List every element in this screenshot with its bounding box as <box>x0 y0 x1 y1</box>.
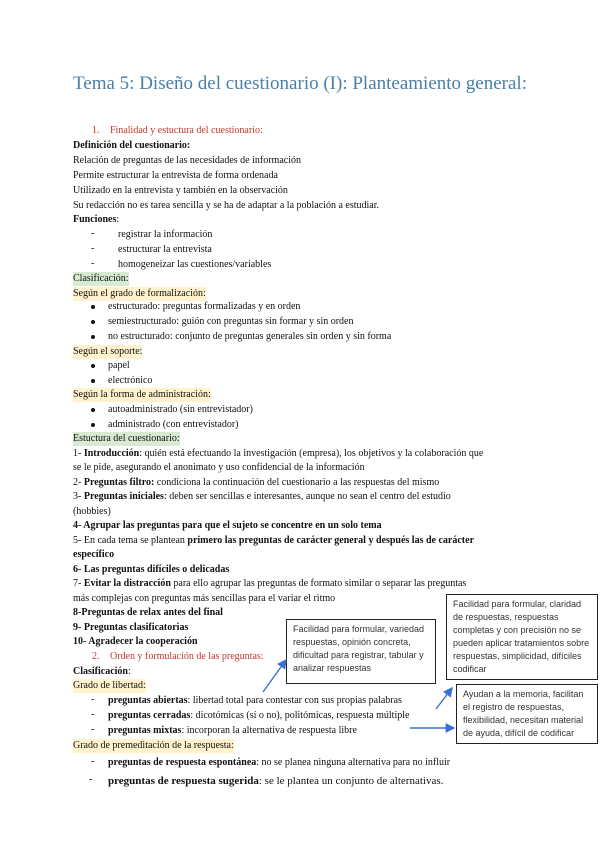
definition-line: Su redacción no es tarea sencilla y se ha de adaptar a la población a estudiar. <box>73 200 379 211</box>
item-text: : no se planea ninguna alternativa para no influir <box>256 757 451 768</box>
soporte-item: papel <box>108 360 130 371</box>
dash-bullet: - <box>91 694 95 705</box>
note-open-questions: Facilidad para formular, variedad respuestas, opinión concreta, dificultad para registrar, tabular y analizar respuestas <box>286 619 436 684</box>
page-title: Tema 5: Diseño del cuestionario (I): Planteamiento general: <box>73 73 527 94</box>
formalizacion-item: estructurado: preguntas formalizadas y en orden <box>108 301 301 312</box>
estructura-item-9: 9- Preguntas clasificatorias <box>73 622 189 633</box>
arrow-closed <box>436 688 452 709</box>
dash-bullet: - <box>91 258 95 269</box>
definition-line: Utilizado en la entrevista y también en la observación <box>73 185 288 196</box>
item-bold: preguntas cerradas <box>108 710 191 721</box>
item-number: 2- <box>73 477 84 488</box>
soporte-heading: Según el soporte: <box>73 346 143 357</box>
item-text: 5- En cada tema se plantean <box>73 535 188 546</box>
item-text: : dicotómicas (sí o no), politómicas, respuesta múltiple <box>190 710 410 721</box>
funciones-colon: : <box>116 214 120 225</box>
dash-bullet: - <box>91 724 95 735</box>
funciones-label: Funciones <box>73 214 117 225</box>
estructura-item-8: 8-Preguntas de relax antes del final <box>73 607 223 618</box>
clasificacion-heading: Clasificación: <box>73 273 129 284</box>
item-text: : deben ser sencillas e interesantes, aunque no sean el centro del estudio <box>163 491 451 502</box>
funcion-item: homogeneizar las cuestiones/variables <box>118 259 272 270</box>
definition-heading: Definición del cuestionario: <box>73 140 191 151</box>
dash-bullet: - <box>91 243 95 254</box>
item-bold: Evitar la distracción <box>83 578 171 589</box>
clasificacion-2-label: Clasificación <box>73 666 128 677</box>
item-bold: preguntas abiertas <box>108 695 188 706</box>
arrow-open <box>263 660 286 692</box>
section-2-title: Orden y formulación de las preguntas: <box>110 651 264 662</box>
estructura-item-10: 10- Agradecer la cooperación <box>73 636 198 647</box>
item-bold: primero las preguntas de carácter general y después las de carácter <box>187 535 475 546</box>
item-bold: preguntas mixtas <box>108 725 182 736</box>
item-bold: Introducción <box>83 448 140 459</box>
item-text: condiciona la continuación del cuestionario a las respuestas del mismo <box>154 477 440 488</box>
estructura-item-3-cont: (hobbies) <box>73 506 111 517</box>
soporte-item: electrónico <box>108 375 153 386</box>
item-text: para ello agrupar las preguntas de formato similar o separar las preguntas <box>170 578 467 589</box>
administracion-item: administrado (con entrevistador) <box>108 419 239 430</box>
item-number: 7- <box>73 578 84 589</box>
estructura-item-4: 4- Agrupar las preguntas para que el sujeto se concentre en un solo tema <box>73 520 382 531</box>
note-closed-questions: Facilidad para formular, claridad de respuestas, respuestas completas y con precisión no se pueden aplicar tratamientos sobre respuestas, simplicidad, difíciles codificar <box>446 594 598 680</box>
item-text: : se le plantea un conjunto de alternativas. <box>258 775 444 787</box>
administracion-heading: Según la forma de administración: <box>73 389 211 400</box>
item-bold: Preguntas iniciales <box>83 491 164 502</box>
estructura-item-7-cont: más complejas con preguntas más sencillas para el variar el ritmo <box>73 593 336 604</box>
estructura-item-5-cont: específico <box>73 549 115 560</box>
estructura-item-6: 6- Las preguntas difíciles o delicadas <box>73 564 230 575</box>
section-1-title: Finalidad y estuctura del cuestionario: <box>110 125 263 136</box>
funcion-item: estructurar la entrevista <box>118 244 212 255</box>
section-1-number: 1. <box>92 125 100 136</box>
clasificacion-2-colon: : <box>128 666 131 677</box>
dash-bullet: - <box>91 756 95 767</box>
estructura-heading: Estuctura del cuestionario: <box>73 433 180 444</box>
definition-line: Relación de preguntas de las necesidades de información <box>73 155 301 166</box>
item-text: : libertad total para contestar con sus propias palabras <box>187 695 402 706</box>
libertad-heading: Grado de libertad: <box>73 680 146 691</box>
dash-bullet: - <box>89 774 93 785</box>
premeditacion-heading: Grado de premeditación de la respuesta: <box>73 740 234 751</box>
item-bold: Preguntas filtro: <box>83 477 155 488</box>
item-number: 3- <box>73 491 84 502</box>
formalizacion-heading: Según el grado de formalización: <box>73 288 206 299</box>
item-bold: preguntas de respuesta sugerida <box>108 775 259 787</box>
item-bold: preguntas de respuesta espontánea <box>108 757 257 768</box>
note-mixed-questions: Ayudan a la memoria, facilitan el registro de respuestas, flexibilidad, necesitan material de ayuda, difícil de codificar <box>456 684 598 744</box>
section-2-number: 2. <box>92 651 100 662</box>
dash-bullet: - <box>91 228 95 239</box>
estructura-item-1-cont: se le pide, asegurando el anonimato y uso confidencial de la información <box>73 462 365 473</box>
item-text: : incorporan la alternativa de respuesta libre <box>181 725 357 736</box>
dash-bullet: - <box>91 709 95 720</box>
definition-line: Permite estructurar la entrevista de forma ordenada <box>73 170 278 181</box>
item-text: : quién está efectuando la investigación (empresa), los objetivos y la colaboración que <box>139 448 484 459</box>
formalizacion-item: semiestructurado: guión con preguntas sin formar y sin orden <box>108 316 354 327</box>
funcion-item: registrar la información <box>118 229 213 240</box>
item-number: 1- <box>73 448 84 459</box>
administracion-item: autoadministrado (sin entrevistador) <box>108 404 253 415</box>
formalizacion-item: no estructurado: conjunto de preguntas generales sin orden y sin forma <box>108 331 392 342</box>
